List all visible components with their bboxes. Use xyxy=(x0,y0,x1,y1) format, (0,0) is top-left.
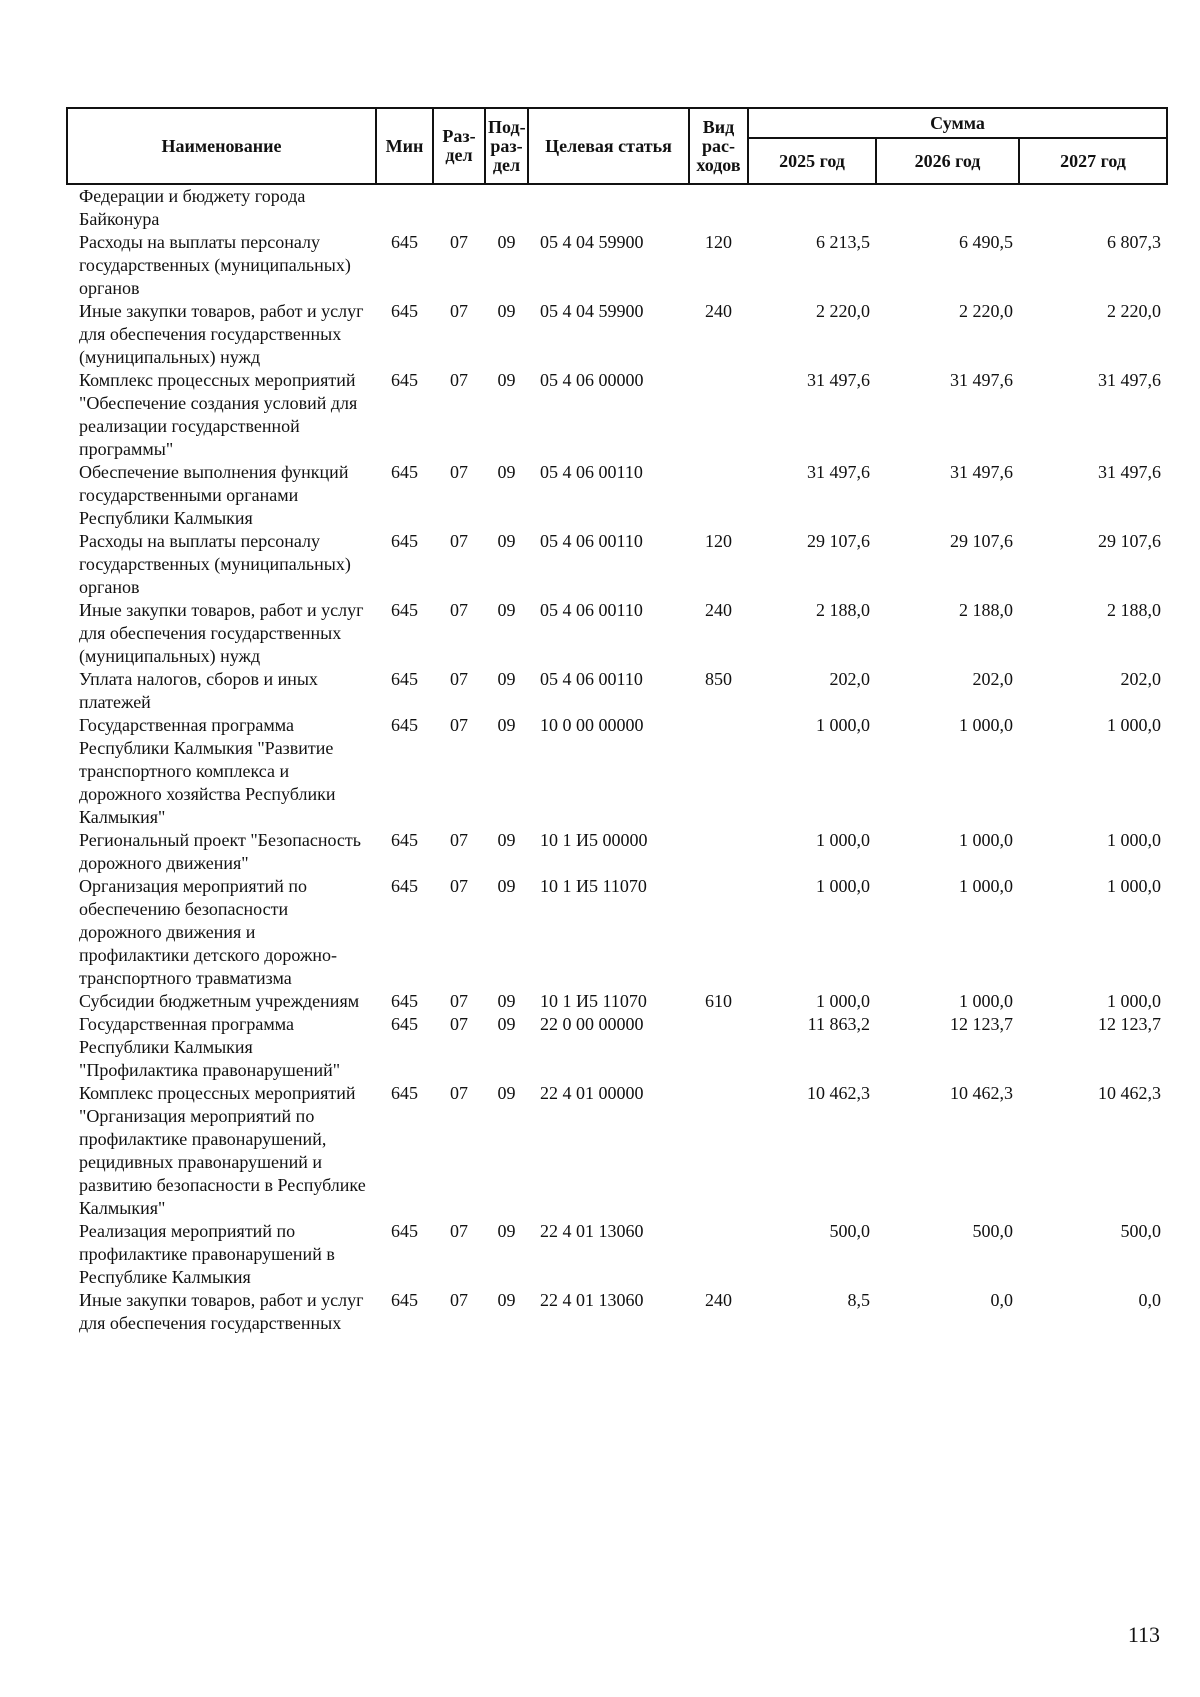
cell-razdel: 07 xyxy=(450,991,468,1011)
cell-min: 645 xyxy=(391,1083,418,1103)
cell-2026: 2 188,0 xyxy=(959,600,1013,620)
cell-name: Иные закупки товаров, работ и услуг для обеспечения государственных (муниципальных) нужд xyxy=(79,301,364,367)
cell-podrazdel xyxy=(485,184,528,231)
cell-name: Федерации и бюджету города Байконура xyxy=(79,186,306,229)
cell-vid: 240 xyxy=(705,600,732,620)
table-row xyxy=(67,1013,1167,1082)
cell-2025: 8,5 xyxy=(847,1290,870,1310)
cell-celevaya: 22 4 01 13060 xyxy=(540,1221,644,1241)
header-summa: Сумма xyxy=(748,108,1167,138)
cell-razdel: 07 xyxy=(450,531,468,551)
cell-celevaya: 10 0 00 00000 xyxy=(540,715,644,735)
cell-min xyxy=(376,184,433,231)
cell-razdel: 07 xyxy=(450,600,468,620)
cell-2025: 1 000,0 xyxy=(816,830,870,850)
cell-podrazdel: 09 xyxy=(497,715,516,735)
cell-podrazdel: 09 xyxy=(497,1290,516,1310)
cell-razdel xyxy=(433,184,485,231)
header-year-2025: 2025 год xyxy=(748,138,876,184)
cell-name: Расходы на выплаты персоналу государственных (муниципальных) органов xyxy=(79,232,351,298)
cell-2027: 202,0 xyxy=(1120,669,1162,689)
cell-vid xyxy=(689,1082,748,1220)
cell-2027: 1 000,0 xyxy=(1107,830,1162,850)
cell-podrazdel: 09 xyxy=(497,370,516,390)
cell-razdel: 07 xyxy=(450,669,468,689)
cell-2027: 0,0 xyxy=(1138,1290,1162,1310)
page-number: 113 xyxy=(1127,1622,1160,1647)
cell-min: 645 xyxy=(391,991,418,1011)
cell-2026 xyxy=(876,184,1019,231)
cell-razdel: 07 xyxy=(450,1221,468,1241)
cell-vid: 120 xyxy=(705,232,732,252)
header-min: Мин xyxy=(376,108,433,184)
cell-2026: 1 000,0 xyxy=(959,991,1013,1011)
cell-razdel: 07 xyxy=(450,715,468,735)
cell-celevaya: 05 4 04 59900 xyxy=(540,301,644,321)
cell-vid: 240 xyxy=(705,1290,732,1310)
cell-2027: 1 000,0 xyxy=(1107,715,1162,735)
table-row xyxy=(67,875,1167,990)
cell-2027: 12 123,7 xyxy=(1098,1014,1162,1034)
cell-min: 645 xyxy=(391,1221,418,1241)
cell-podrazdel: 09 xyxy=(497,1221,516,1241)
cell-2025 xyxy=(748,184,876,231)
cell-vid: 610 xyxy=(705,991,732,1011)
cell-2027: 2 188,0 xyxy=(1107,600,1162,620)
cell-celevaya xyxy=(528,184,689,231)
cell-2026: 0,0 xyxy=(990,1290,1013,1310)
cell-name: Комплекс процессных мероприятий "Организация мероприятий по профилактике правонарушений, рецидивных правонарушений и развитию безопасности в Республике Калмыкия" xyxy=(79,1083,366,1218)
cell-2025: 1 000,0 xyxy=(816,876,870,896)
cell-min: 645 xyxy=(391,531,418,551)
cell-2025: 11 863,2 xyxy=(807,1014,870,1034)
cell-vid xyxy=(689,461,748,530)
cell-razdel: 07 xyxy=(450,830,468,850)
cell-name: Региональный проект "Безопасность дорожного движения" xyxy=(79,830,361,873)
cell-name: Организация мероприятий по обеспечению безопасности дорожного движения и профилактики детского дорожно-транспортного травматизма xyxy=(79,876,338,988)
cell-celevaya: 05 4 06 00110 xyxy=(540,669,643,689)
cell-podrazdel: 09 xyxy=(497,462,516,482)
cell-2026: 6 490,5 xyxy=(959,232,1013,252)
cell-2026: 29 107,6 xyxy=(950,531,1013,551)
cell-min: 645 xyxy=(391,462,418,482)
cell-2026: 500,0 xyxy=(972,1221,1013,1241)
cell-name: Иные закупки товаров, работ и услуг для обеспечения государственных xyxy=(79,1290,364,1333)
table-body xyxy=(67,184,1167,1335)
cell-name: Реализация мероприятий по профилактике правонарушений в Республике Калмыкия xyxy=(79,1221,335,1287)
cell-vid xyxy=(689,184,748,231)
cell-celevaya: 05 4 06 00110 xyxy=(540,462,643,482)
cell-celevaya: 10 1 И5 00000 xyxy=(540,830,648,850)
cell-razdel: 07 xyxy=(450,876,468,896)
cell-2025: 31 497,6 xyxy=(807,462,870,482)
cell-razdel: 07 xyxy=(450,232,468,252)
cell-vid xyxy=(689,875,748,990)
cell-celevaya: 05 4 06 00110 xyxy=(540,531,643,551)
cell-name: Субсидии бюджетным учреждениям xyxy=(79,991,360,1011)
cell-2026: 10 462,3 xyxy=(950,1083,1013,1103)
table-row xyxy=(67,231,1167,300)
cell-2025: 31 497,6 xyxy=(807,370,870,390)
cell-min: 645 xyxy=(391,1014,418,1034)
cell-2025: 1 000,0 xyxy=(816,991,870,1011)
table-row xyxy=(67,1082,1167,1220)
cell-2025: 2 220,0 xyxy=(816,301,870,321)
cell-celevaya: 10 1 И5 11070 xyxy=(540,876,647,896)
cell-vid xyxy=(689,1220,748,1289)
cell-vid xyxy=(689,829,748,875)
cell-min: 645 xyxy=(391,715,418,735)
cell-min: 645 xyxy=(391,370,418,390)
cell-razdel: 07 xyxy=(450,1014,468,1034)
cell-2025: 2 188,0 xyxy=(816,600,870,620)
cell-2025: 500,0 xyxy=(829,1221,870,1241)
cell-vid xyxy=(689,1013,748,1082)
cell-vid: 240 xyxy=(705,301,732,321)
cell-podrazdel: 09 xyxy=(497,531,516,551)
table-row xyxy=(67,369,1167,461)
cell-celevaya: 05 4 04 59900 xyxy=(540,232,644,252)
cell-2026: 202,0 xyxy=(972,669,1013,689)
cell-min: 645 xyxy=(391,301,418,321)
cell-razdel: 07 xyxy=(450,462,468,482)
header-name: Наименование xyxy=(67,108,376,184)
cell-name: Комплекс процессных мероприятий "Обеспечение создания условий для реализации государственной программы" xyxy=(79,370,358,459)
cell-name: Иные закупки товаров, работ и услуг для обеспечения государственных (муниципальных) нужд xyxy=(79,600,364,666)
header-podrazdel: Под-раз-дел xyxy=(485,108,528,184)
table-header xyxy=(67,108,1167,184)
table-row xyxy=(67,990,1167,1013)
cell-2025: 202,0 xyxy=(829,669,870,689)
cell-2025: 1 000,0 xyxy=(816,715,870,735)
cell-2026: 1 000,0 xyxy=(959,876,1013,896)
table-row xyxy=(67,599,1167,668)
cell-razdel: 07 xyxy=(450,301,468,321)
cell-celevaya: 22 0 00 00000 xyxy=(540,1014,644,1034)
table-row xyxy=(67,714,1167,829)
table-row xyxy=(67,461,1167,530)
cell-vid: 850 xyxy=(705,669,732,689)
cell-podrazdel: 09 xyxy=(497,1014,516,1034)
cell-min: 645 xyxy=(391,876,418,896)
cell-2027: 6 807,3 xyxy=(1107,232,1162,252)
cell-2027: 500,0 xyxy=(1120,1221,1162,1241)
cell-celevaya: 05 4 06 00000 xyxy=(540,370,644,390)
cell-vid xyxy=(689,369,748,461)
cell-razdel: 07 xyxy=(450,370,468,390)
cell-podrazdel: 09 xyxy=(497,600,516,620)
cell-2025: 29 107,6 xyxy=(807,531,870,551)
cell-2025: 6 213,5 xyxy=(816,232,870,252)
header-year-2027: 2027 год xyxy=(1019,138,1167,184)
header-celevaya: Целевая статья xyxy=(528,108,689,184)
header-year-2026: 2026 год xyxy=(876,138,1019,184)
header-vid: Вид рас-ходов xyxy=(689,108,748,184)
cell-2026: 31 497,6 xyxy=(950,462,1013,482)
table-row xyxy=(67,1289,1167,1335)
table-row xyxy=(67,530,1167,599)
cell-vid: 120 xyxy=(705,531,732,551)
cell-min: 645 xyxy=(391,1290,418,1310)
cell-celevaya: 10 1 И5 11070 xyxy=(540,991,647,1011)
budget-table xyxy=(66,107,1168,1335)
cell-2027: 2 220,0 xyxy=(1107,301,1162,321)
cell-2026: 1 000,0 xyxy=(959,715,1013,735)
cell-2027: 31 497,6 xyxy=(1098,370,1162,390)
cell-name: Уплата налогов, сборов и иных платежей xyxy=(79,669,318,712)
cell-podrazdel: 09 xyxy=(497,830,516,850)
cell-name: Обеспечение выполнения функций государственными органами Республики Калмыкия xyxy=(79,462,349,528)
cell-celevaya: 22 4 01 13060 xyxy=(540,1290,644,1310)
cell-2026: 1 000,0 xyxy=(959,830,1013,850)
table-row xyxy=(67,184,1167,231)
cell-2027: 31 497,6 xyxy=(1098,462,1162,482)
table-row xyxy=(67,668,1167,714)
cell-podrazdel: 09 xyxy=(497,1083,516,1103)
cell-celevaya: 22 4 01 00000 xyxy=(540,1083,644,1103)
cell-podrazdel: 09 xyxy=(497,991,516,1011)
table-row xyxy=(67,1220,1167,1289)
cell-2026: 2 220,0 xyxy=(959,301,1013,321)
cell-name: Расходы на выплаты персоналу государственных (муниципальных) органов xyxy=(79,531,351,597)
table-row xyxy=(67,300,1167,369)
cell-celevaya: 05 4 06 00110 xyxy=(540,600,643,620)
cell-name: Государственная программа Республики Калмыкия "Профилактика правонарушений" xyxy=(79,1014,341,1080)
cell-2025: 10 462,3 xyxy=(807,1083,870,1103)
cell-podrazdel: 09 xyxy=(497,669,516,689)
cell-podrazdel: 09 xyxy=(497,301,516,321)
cell-razdel: 07 xyxy=(450,1290,468,1310)
table-row xyxy=(67,829,1167,875)
cell-vid xyxy=(689,714,748,829)
cell-razdel: 07 xyxy=(450,1083,468,1103)
cell-2026: 31 497,6 xyxy=(950,370,1013,390)
cell-2027: 1 000,0 xyxy=(1107,991,1162,1011)
cell-2027: 1 000,0 xyxy=(1107,876,1162,896)
cell-podrazdel: 09 xyxy=(497,232,516,252)
cell-podrazdel: 09 xyxy=(497,876,516,896)
header-razdel: Раз-дел xyxy=(433,108,485,184)
cell-min: 645 xyxy=(391,669,418,689)
cell-min: 645 xyxy=(391,830,418,850)
cell-2027: 10 462,3 xyxy=(1098,1083,1162,1103)
cell-min: 645 xyxy=(391,232,418,252)
cell-min: 645 xyxy=(391,600,418,620)
cell-name: Государственная программа Республики Калмыкия "Развитие транспортного комплекса и дорожного хозяйства Республики Калмыкия" xyxy=(79,715,336,827)
cell-2027 xyxy=(1019,184,1167,231)
cell-2026: 12 123,7 xyxy=(950,1014,1013,1034)
cell-2027: 29 107,6 xyxy=(1098,531,1162,551)
